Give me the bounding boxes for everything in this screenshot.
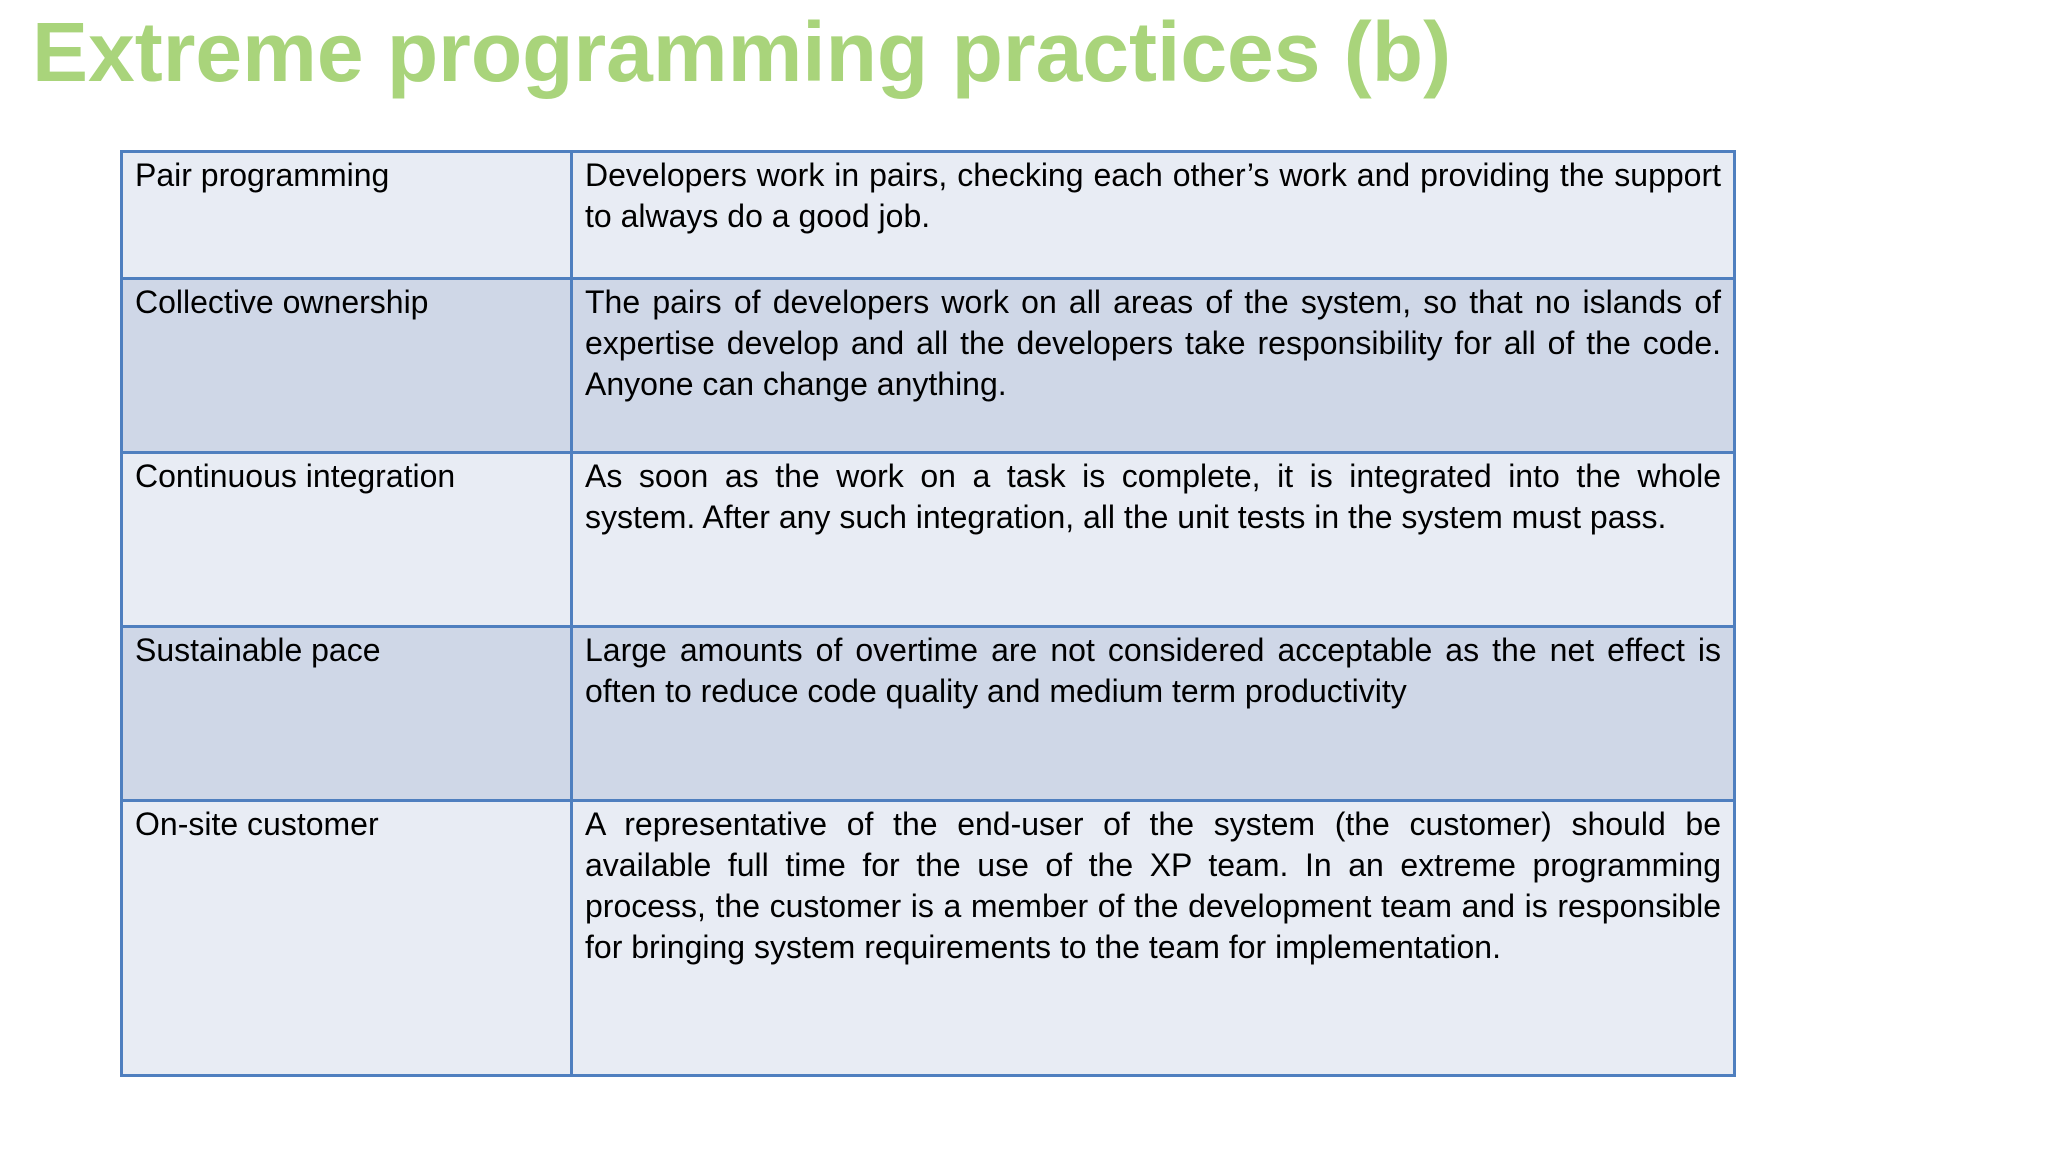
- practice-description: As soon as the work on a task is complete, it is integrated into the whole system. After any such integration, all the unit tests in the system must pass.: [572, 453, 1735, 627]
- practice-name: Continuous integration: [122, 453, 572, 627]
- practice-name: On-site customer: [122, 801, 572, 1076]
- table-row: [122, 279, 1735, 453]
- practice-description: Developers work in pairs, checking each other’s work and providing the support to always do a good job.: [572, 152, 1735, 279]
- table-row: [122, 152, 1735, 279]
- practices-table: [120, 150, 1736, 1077]
- slide-title: Extreme programming practices (b): [32, 5, 1452, 99]
- practice-description: The pairs of developers work on all areas of the system, so that no islands of expertise develop and all the developers take responsibility for all of the code. Anyone can change anything.: [572, 279, 1735, 453]
- table-row: [122, 453, 1735, 627]
- table-row: [122, 627, 1735, 801]
- practice-description: A representative of the end-user of the system (the customer) should be available full time for the use of the XP team. In an extreme programming process, the customer is a member of the development team and is responsible for bringing system requirements to the team for implementation.: [572, 801, 1735, 1076]
- practice-name: Collective ownership: [122, 279, 572, 453]
- practice-description: Large amounts of overtime are not considered acceptable as the net effect is often to reduce code quality and medium term productivity: [572, 627, 1735, 801]
- practice-name: Sustainable pace: [122, 627, 572, 801]
- table-row: [122, 801, 1735, 1076]
- practice-name: Pair programming: [122, 152, 572, 279]
